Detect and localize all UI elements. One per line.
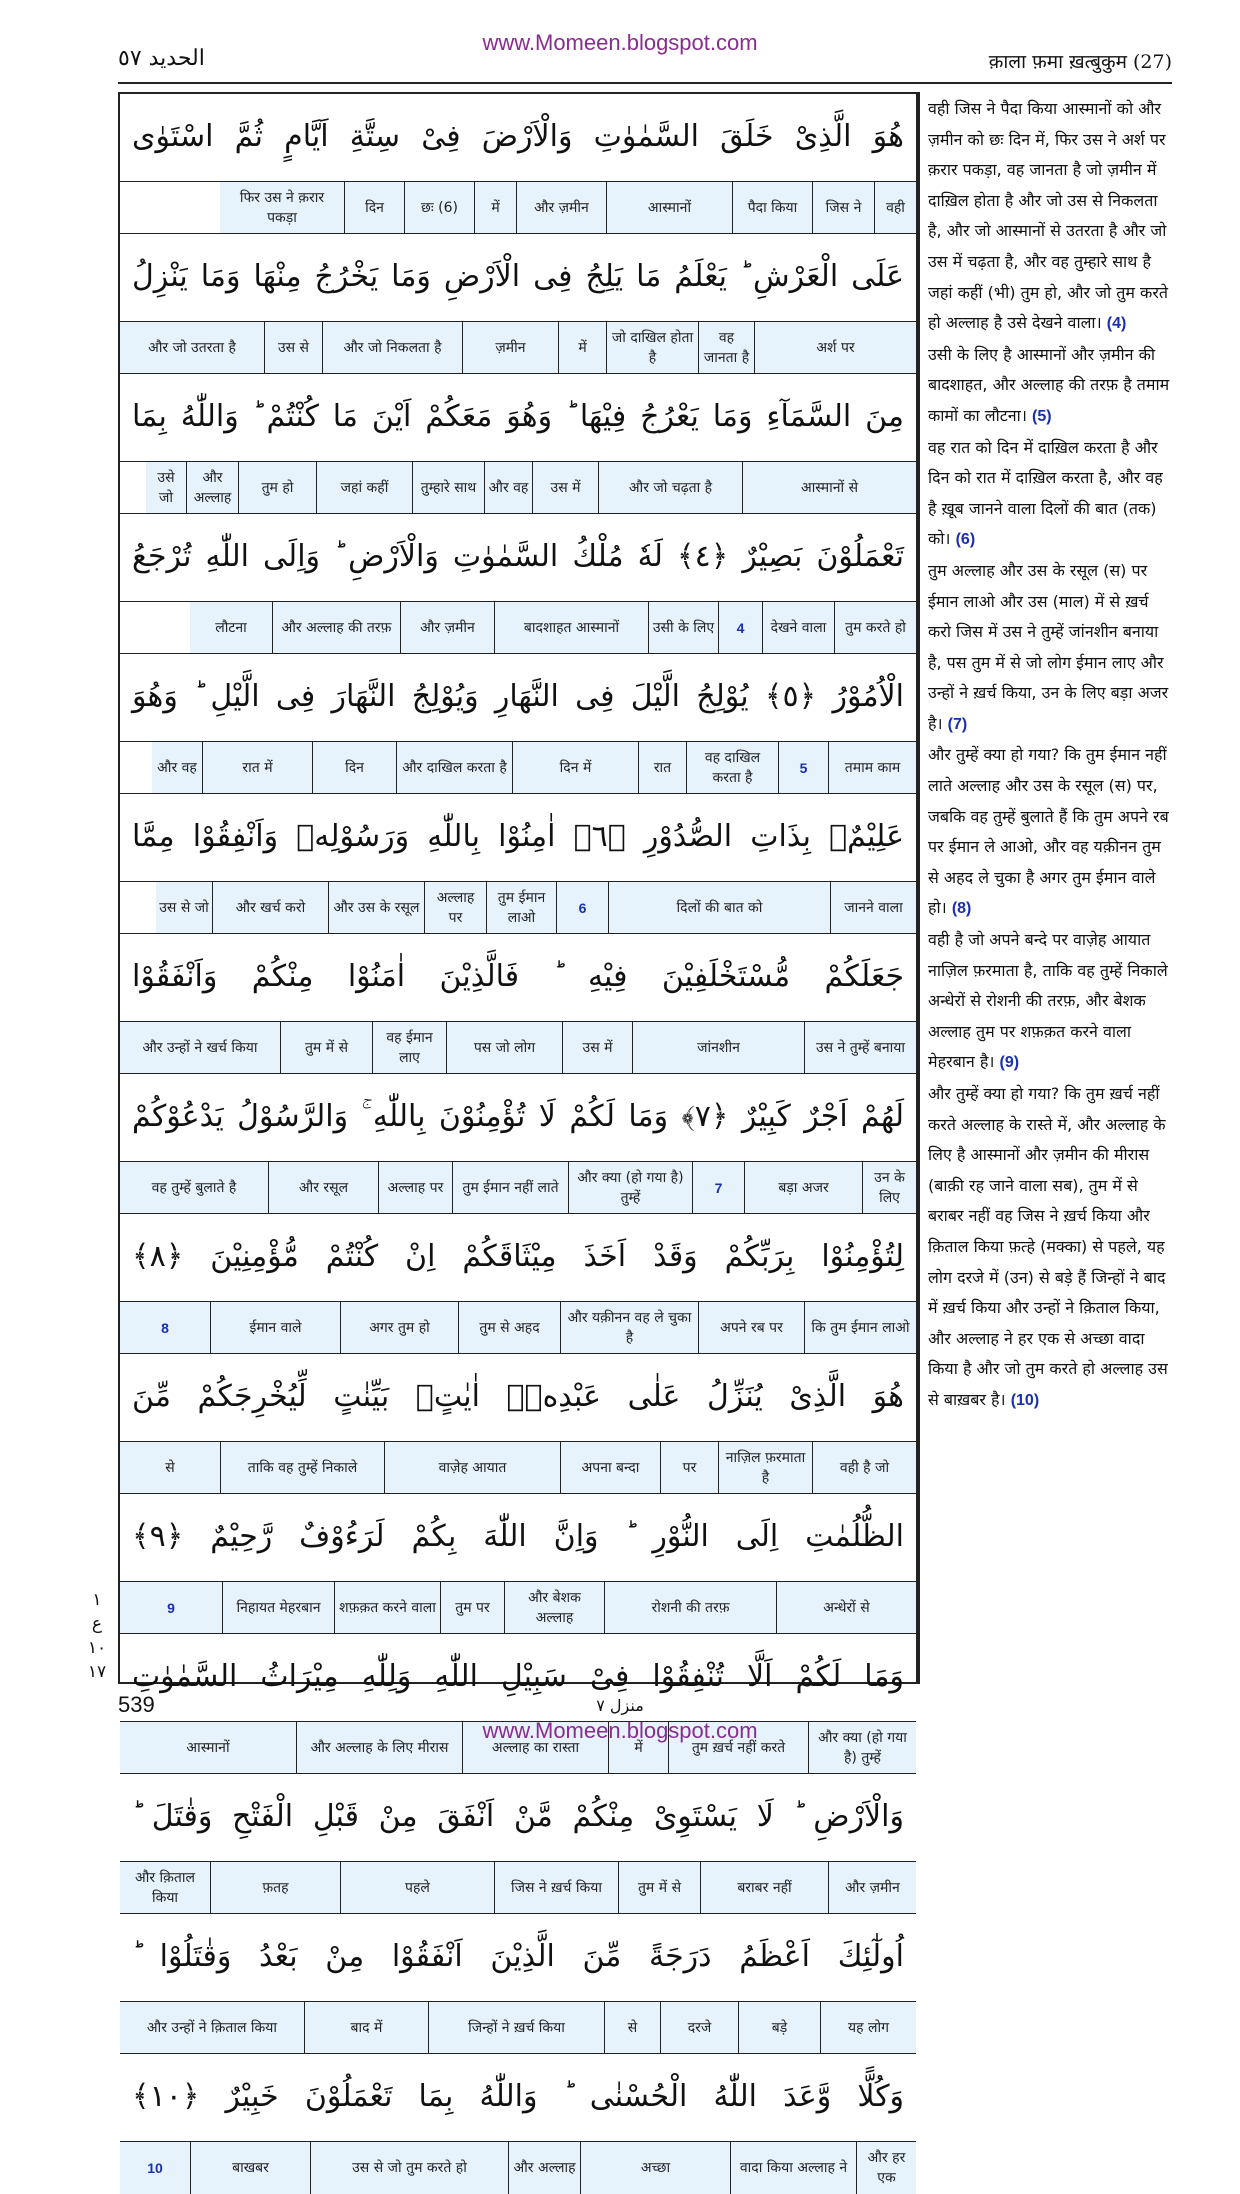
word-meaning-cell: अपने रब पर <box>698 1302 804 1353</box>
word-meaning-row <box>120 322 916 374</box>
word-meaning-cell: तुम करते हो <box>834 602 916 653</box>
word-meaning-cell: अल्लाह पर <box>424 882 486 933</box>
word-meaning-cell: छः (6) <box>404 182 474 233</box>
arabic-line: وَكُلًّا وَّعَدَ اللّٰهُ الْحُسْنٰى ؕ وَاللّٰهُ بِمَا تَعْمَلُوْنَ خَبِيْرٌ ﴿١٠﴾ <box>120 2054 916 2142</box>
translation-passage: और तुम्हें क्या हो गया? कि तुम ख़र्च नहीं करते अल्लाह के रास्ते में, और अल्लाह के लिए है आस्मानों और ज़मीन की मीरास (बाक़ी रह जाने वाला सब), तुम में से बराबर नहीं वह जिस ने ख़र्च किया और क़िताल किया फ़त्हे (मक्का) से पहले, यह लोग दरजे में (उन) से बड़े हैं जिन्हों ने बाद में ख़र्च किया और उन्हों ने क़िताल किया, और अल्लाह ने हर एक से अच्छा वादा किया है और जो तुम करते हो अल्लाह उस से बाख़बर है। <box>928 1084 1168 1409</box>
word-meaning-cell: और उस के रसूल <box>328 882 424 933</box>
word-meaning-cell: बड़ा अजर <box>744 1162 862 1213</box>
verse-number-cell: 5 <box>778 742 828 793</box>
word-meaning-cell: और जो निकलता है <box>322 322 462 373</box>
word-meaning-cell: और जो उतरता है <box>120 322 264 373</box>
word-meaning-row <box>120 1162 916 1214</box>
word-meaning-cell: तुम में से <box>618 1862 700 1913</box>
word-meaning-cell: आस्मानों <box>120 1722 296 1773</box>
word-meaning-cell: उस ने तुम्हें बनाया <box>804 1022 916 1073</box>
ruku-line: ١٧ <box>87 1662 107 1682</box>
word-meaning-cell: जिस ने <box>812 182 874 233</box>
arabic-line: الْاُمُوْرُ ﴿٥﴾ يُوْلِجُ الَّيْلَ فِى النَّهَارِ وَيُوْلِجُ النَّهَارَ فِى الَّيْلِ ؕ وَهُوَ <box>120 654 916 742</box>
word-meaning-cell: जहां कहीं <box>316 462 412 513</box>
word-meaning-cell: रात में <box>202 742 312 793</box>
verse-number-cell: 7 <box>692 1162 744 1213</box>
word-meaning-cell: पर <box>660 1442 718 1493</box>
word-meaning-cell: और क़िताल किया <box>120 1862 210 1913</box>
word-meaning-cell: और रसूल <box>268 1162 378 1213</box>
word-meaning-cell: अल्लाह पर <box>378 1162 452 1213</box>
word-meaning-cell: जांनशीन <box>632 1022 804 1073</box>
word-meaning-cell: दिलों की बात को <box>608 882 830 933</box>
ruku-marker <box>82 1588 112 1684</box>
word-meaning-cell: कि तुम ईमान लाओ <box>804 1302 916 1353</box>
translation-passage: उसी के लिए है आस्मानों और ज़मीन की बादशाहत, और अल्लाह की तरफ़ है तमाम कामों का लौटना। <box>928 344 1170 425</box>
word-meaning-cell: पस जो लोग <box>446 1022 562 1073</box>
arabic-line: مِنَ السَّمَآءِ وَمَا يَعْرُجُ فِيْهَا ؕ وَهُوَ مَعَكُمْ اَيْنَ مَا كُنْتُمْ ؕ وَاللّٰهُ بِمَا <box>120 374 916 462</box>
word-meaning-cell: अपना बन्दा <box>560 1442 660 1493</box>
arabic-line: عَلَى الْعَرْشِ ؕ يَعْلَمُ مَا يَلِجُ فِى الْاَرْضِ وَمَا يَخْرُجُ مِنْهَا وَمَا يَنْزِلُ <box>120 234 916 322</box>
word-meaning-cell: और अल्लाह <box>508 2142 580 2194</box>
translation-passage: वही है जो अपने बन्दे पर वाज़ेह आयात नाज़िल फ़रमाता है, ताकि वह तुम्हें निकाले अन्धेरों से रोशनी की तरफ़, और बेशक अल्लाह तुम पर शफ़क़त करने वाला मेहरबान है। <box>928 930 1168 1072</box>
word-meaning-cell: रोशनी की तरफ़ <box>604 1582 776 1633</box>
word-meaning-row <box>120 1862 916 1914</box>
header-divider <box>118 82 1172 84</box>
word-meaning-cell: वह ईमान लाए <box>372 1022 446 1073</box>
word-meaning-cell: लौटना <box>190 602 272 653</box>
verse-number: (7) <box>947 715 968 733</box>
word-meaning-cell: आस्मानों से <box>742 462 916 513</box>
arabic-line: هُوَ الَّذِىْ خَلَقَ السَّمٰوٰتِ وَالْاَرْضَ فِىْ سِتَّةِ اَيَّامٍ ثُمَّ اسْتَوٰى <box>120 94 916 182</box>
word-meaning-cell: वादा किया अल्लाह ने <box>730 2142 856 2194</box>
ruku-line: ١ <box>92 1590 102 1610</box>
word-meaning-cell: ताकि वह तुम्हें निकाले <box>220 1442 384 1493</box>
word-meaning-row <box>120 1302 916 1354</box>
verse-number: (6) <box>955 531 976 549</box>
word-meaning-cell: तुम पर <box>440 1582 504 1633</box>
word-meaning-cell: बाद में <box>304 2002 428 2053</box>
word-meaning-row <box>120 1022 916 1074</box>
arabic-line: تَعْمَلُوْنَ بَصِيْرٌ ﴿٤﴾ لَهٗ مُلْكُ السَّمٰوٰتِ وَالْاَرْضِ ؕ وَاِلَى اللّٰهِ تُرْجَعُ <box>120 514 916 602</box>
word-meaning-cell: दिन <box>312 742 396 793</box>
word-meaning-cell: ज़मीन <box>462 322 558 373</box>
column-divider <box>918 92 920 1684</box>
word-meaning-cell: पैदा किया <box>732 182 812 233</box>
word-meaning-cell: तुम हो <box>238 462 316 513</box>
juz-title: क़ाला फ़मा ख़त्बुकुम (27) <box>988 51 1172 73</box>
verse-number: (10) <box>1010 1391 1040 1409</box>
word-meaning-cell: निहायत मेहरबान <box>222 1582 334 1633</box>
manzil-label: منزل ٧ <box>596 1696 644 1715</box>
word-meaning-cell: और उन्हों ने खर्च किया <box>120 1022 280 1073</box>
word-meaning-cell: तुम से अहद <box>458 1302 560 1353</box>
word-meaning-cell: पहले <box>340 1862 494 1913</box>
word-meaning-cell: तुम ईमान नहीं लाते <box>452 1162 568 1213</box>
word-meaning-row <box>120 2142 916 2194</box>
word-meaning-cell: तुम्हारे साथ <box>412 462 484 513</box>
translation-passage: वह रात को दिन में दाख़िल करता है और दिन को रात में दाख़िल करता है, और वह है ख़ूब जानने वाला दिलों की बात (तक) को। <box>928 437 1163 549</box>
word-meaning-cell: ईमान वाले <box>210 1302 340 1353</box>
arabic-line: اُولٰٓئِكَ اَعْظَمُ دَرَجَةً مِّنَ الَّذِيْنَ اَنْفَقُوْا مِنْ بَعْدُ وَقٰتَلُوْا ؕ <box>120 1914 916 2002</box>
verse-number: (9) <box>999 1054 1020 1072</box>
translation-passage: और तुम्हें क्या हो गया? कि तुम ईमान नहीं लाते अल्लाह और उस के रसूल (स) पर, जबकि वह तुम्हें बुलाते हैं कि तुम अपने रब पर ईमान ले आओ, और वह यक़ीनन तुम से अहद ले चुका है अगर तुम ईमान वाले हो। <box>928 745 1169 918</box>
word-meaning-cell: दरजे <box>660 2002 738 2053</box>
word-meaning-cell: अच्छा <box>580 2142 730 2194</box>
word-meaning-cell: देखने वाला <box>762 602 834 653</box>
word-meaning-cell: से <box>120 1442 220 1493</box>
word-meaning-cell: बाखबर <box>190 2142 310 2194</box>
word-meaning-row <box>120 2002 916 2054</box>
word-meaning-cell: नाज़िल फ़रमाता है <box>718 1442 812 1493</box>
word-meaning-cell: और वह <box>152 742 202 793</box>
word-meaning-cell: और अल्लाह के लिए मीरास <box>296 1722 462 1773</box>
word-meaning-cell: शफ़क़त करने वाला <box>334 1582 440 1633</box>
word-meaning-cell: और ज़मीन <box>400 602 494 653</box>
word-meaning-cell: और जो चढ़ता है <box>598 462 742 513</box>
word-meaning-cell: आस्मानों <box>606 182 732 233</box>
verse-number: (4) <box>1106 315 1127 333</box>
translation-passage: तुम अल्लाह और उस के रसूल (स) पर ईमान लाओ और उस (माल) में से ख़र्च करो जिस में उस ने तुम्हें जांनशीन बनाया है, पस तुम में से जो लोग ईमान लाए और उन्हों ने ख़र्च किया, उन के लिए बड़ा अजर है। <box>928 560 1169 733</box>
verse-number: (8) <box>951 900 972 918</box>
word-meaning-cell: और अल्लाह की तरफ़ <box>272 602 400 653</box>
word-meaning-cell: और उन्हों ने क़िताल किया <box>120 2002 304 2053</box>
arabic-line: لِتُؤْمِنُوْا بِرَبِّكُمْ وَقَدْ اَخَذَ مِيْثَاقَكُمْ اِنْ كُنْتُمْ مُّؤْمِنِيْنَ ﴿٨﴾ <box>120 1214 916 1302</box>
word-meaning-cell: उस से <box>264 322 322 373</box>
ruku-line: ١٠ <box>87 1638 107 1658</box>
verse-number-cell: 4 <box>718 602 762 653</box>
word-meaning-row <box>120 182 916 234</box>
word-meaning-cell: और क्या (हो गया है) तुम्हें <box>808 1722 916 1773</box>
verse-number-cell: 10 <box>120 2142 190 2194</box>
word-meaning-cell: उसे जो <box>146 462 186 513</box>
word-meaning-cell: अल्लाह का रास्ता <box>462 1722 608 1773</box>
word-meaning-row <box>120 602 916 654</box>
word-meaning-cell: फ़तह <box>210 1862 340 1913</box>
word-meaning-cell: तमाम काम <box>828 742 916 793</box>
word-meaning-cell: और हर एक <box>856 2142 916 2194</box>
word-meaning-cell: अन्धेरों से <box>776 1582 916 1633</box>
word-meaning-cell: जिस ने ख़र्च किया <box>494 1862 618 1913</box>
word-meaning-cell: और यक़ीनन वह ले चुका है <box>560 1302 698 1353</box>
word-meaning-cell: उस में <box>562 1022 632 1073</box>
arabic-line: وَمَا لَكُمْ اَلَّا تُنْفِقُوْا فِىْ سَبِيْلِ اللّٰهِ وَلِلّٰهِ مِيْرَاثُ السَّمٰوٰتِ <box>120 1634 916 1722</box>
site-url-top[interactable]: www.Momeen.blogspot.com <box>482 30 758 55</box>
verse-number: (5) <box>1032 407 1052 425</box>
arabic-line: عَلِيْمٌۢ بِذَاتِ الصُّدُوْرِ ﴿٦﴾ اٰمِنُوْا بِاللّٰهِ وَرَسُوْلِهٖ وَاَنْفِقُوْا مِمَّا <box>120 794 916 882</box>
word-meaning-cell: में <box>474 182 516 233</box>
word-meaning-cell: और दाखिल करता है <box>396 742 512 793</box>
word-meaning-cell: वही <box>874 182 916 233</box>
word-meaning-cell: जो दाखिल होता है <box>606 322 698 373</box>
word-meaning-cell: तुम ख़र्च नहीं करते <box>668 1722 808 1773</box>
page-number: 539 <box>118 1692 155 1717</box>
word-meaning-cell: फिर उस ने क़रार पकड़ा <box>220 182 344 233</box>
arabic-line: لَهُمْ اَجْرٌ كَبِيْرٌ ﴿٧﴾ وَمَا لَكُمْ لَا تُؤْمِنُوْنَ بِاللّٰهِ ۚ وَالرَّسُوْلُ يَدْعُوْكُمْ <box>120 1074 916 1162</box>
word-meaning-cell: वह तुम्हें बुलाते है <box>120 1162 268 1213</box>
translation-column <box>928 94 1176 1417</box>
word-meaning-cell: से <box>604 2002 660 2053</box>
word-meaning-cell: बड़े <box>738 2002 820 2053</box>
word-meaning-cell: वह दाखिल करता है <box>686 742 778 793</box>
word-meaning-cell: तुम में से <box>280 1022 372 1073</box>
word-meaning-row <box>120 1582 916 1634</box>
word-meaning-cell: और अल्लाह <box>186 462 238 513</box>
verse-number-cell: 8 <box>120 1302 210 1353</box>
arabic-line: جَعَلَكُمْ مُّسْتَخْلَفِيْنَ فِيْهِ ؕ فَالَّذِيْنَ اٰمَنُوْا مِنْكُمْ وَاَنْفَقُوْا <box>120 934 916 1022</box>
word-meaning-row <box>120 882 916 934</box>
word-meaning-cell: उसी के लिए <box>648 602 718 653</box>
word-meaning-cell: अर्श पर <box>754 322 916 373</box>
word-meaning-cell: और बेशक अल्लाह <box>504 1582 604 1633</box>
word-meaning-cell: में <box>558 322 606 373</box>
surah-title: الحديد ٥٧ <box>118 46 205 71</box>
word-meaning-cell: बादशाहत आस्मानों <box>494 602 648 653</box>
word-meaning-cell: और खर्च करो <box>212 882 328 933</box>
word-meaning-cell: में <box>608 1722 668 1773</box>
word-meaning-cell: तुम ईमान लाओ <box>486 882 556 933</box>
word-meaning-cell: वाज़ेह आयात <box>384 1442 560 1493</box>
verse-number-cell: 9 <box>120 1582 222 1633</box>
word-meaning-cell: जानने वाला <box>830 882 916 933</box>
word-meaning-cell: जिन्हों ने ख़र्च किया <box>428 2002 604 2053</box>
word-meaning-cell: रात <box>638 742 686 793</box>
word-meaning-row <box>120 742 916 794</box>
word-meaning-cell: अगर तुम हो <box>340 1302 458 1353</box>
site-url-bottom[interactable]: www.Momeen.blogspot.com <box>482 1718 758 1743</box>
translation-passage: वही जिस ने पैदा किया आस्मानों को और ज़मीन को छः दिन में, फिर उस ने अर्श पर क़रार पकड़ा, वह जानता है जो ज़मीन में दाख़िल होता है और जो उस से निकलता है, और जो आस्मानों से उतरता है और जो उस में चढ़ता है, और वह तुम्हारे साथ है जहां कहीं (भी) तुम हो, और जो तुम करते हो अल्लाह है उसे देखने वाला। <box>928 99 1168 333</box>
arabic-line: هُوَ الَّذِىْ يُنَزِّلُ عَلٰى عَبْدِهٖۤ اٰيٰتٍۢ بَيِّنٰتٍ لِّيُخْرِجَكُمْ مِّنَ <box>120 1354 916 1442</box>
word-meaning-cell: यह लोग <box>820 2002 916 2053</box>
word-meaning-row <box>120 462 916 514</box>
word-meaning-cell: दिन <box>344 182 404 233</box>
arabic-line: وَالْاَرْضِ ؕ لَا يَسْتَوِىْ مِنْكُمْ مَّنْ اَنْفَقَ مِنْ قَبْلِ الْفَتْحِ وَقٰتَلَ ؕ <box>120 1774 916 1862</box>
word-meaning-cell: उस से जो तुम करते हो <box>310 2142 508 2194</box>
word-meaning-cell: और ज़मीन <box>828 1862 916 1913</box>
word-meaning-cell: बराबर नहीं <box>700 1862 828 1913</box>
word-meaning-cell: उस में <box>532 462 598 513</box>
word-meaning-cell: उस से जो <box>156 882 212 933</box>
word-meaning-cell: और क्या (हो गया है) तुम्हें <box>568 1162 692 1213</box>
arabic-line: الظُّلُمٰتِ اِلَى النُّوْرِ ؕ وَاِنَّ اللّٰهَ بِكُمْ لَرَءُوْفٌ رَّحِيْمٌ ﴿٩﴾ <box>120 1494 916 1582</box>
word-meaning-cell: और ज़मीन <box>516 182 606 233</box>
word-meaning-cell: वह जानता है <box>698 322 754 373</box>
word-meaning-row <box>120 1442 916 1494</box>
word-meaning-cell: दिन में <box>512 742 638 793</box>
word-meaning-cell: वही है जो <box>812 1442 916 1493</box>
word-meaning-cell: उन के लिए <box>862 1162 916 1213</box>
verse-number-cell: 6 <box>556 882 608 933</box>
word-meaning-cell: और वह <box>484 462 532 513</box>
ruku-line: ع <box>91 1614 103 1634</box>
